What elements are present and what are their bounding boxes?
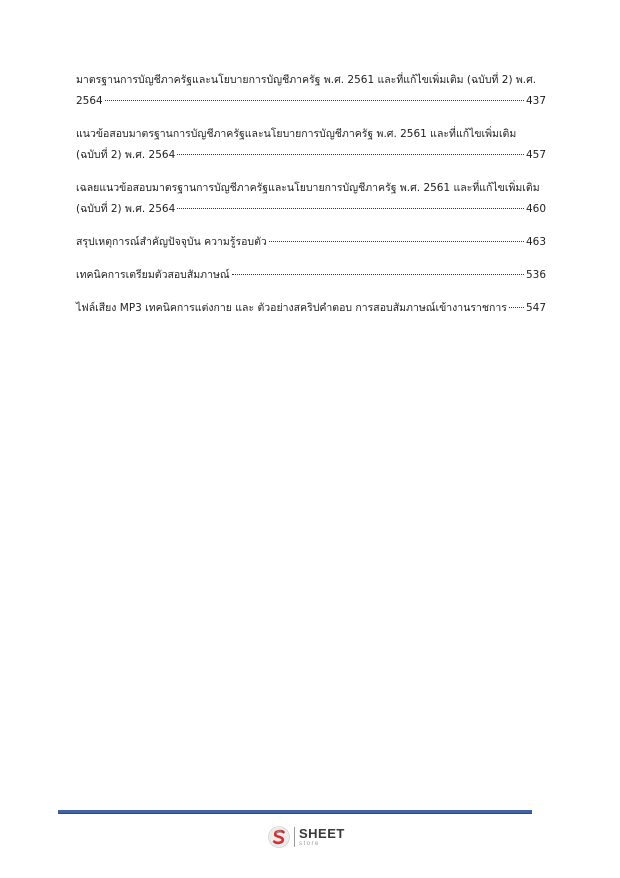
toc-entry-page: 536 [525,269,546,281]
dot-leader [105,100,524,101]
toc-entry-page: 460 [525,203,546,215]
logo-main-text: SHEET [299,826,345,841]
toc-entry [76,265,546,286]
toc-entry-page: 463 [525,236,546,248]
dot-leader [269,241,524,242]
toc-entry-title: ไฟล์เสียง MP3 เทคนิคการแต่งกาย และ ตัวอย่างสคริปคำตอบ การสอบสัมภาษณ์เข้างานราชการ [76,302,507,314]
toc-entry [76,124,546,166]
dot-leader [232,274,524,275]
toc-entry-title: แนวข้อสอบมาตรฐานการบัญชีภาครัฐและนโยบายการบัญชีภาครัฐ พ.ศ. 2561 และที่แก้ไขเพิ่มเติม [76,128,517,140]
toc-entry-leader [76,265,546,286]
toc-entry-title-cont: (ฉบับที่ 2) พ.ศ. 2564 [76,203,176,215]
toc-entry [76,70,546,112]
toc-entry [76,232,546,253]
toc-entry-title: สรุปเหตุการณ์สำคัญปัจจุบัน ความรู้รอบตัว [76,236,267,248]
toc-entry-leader [76,232,546,253]
toc-entry-leader [76,199,546,220]
logo-divider [294,827,295,847]
footer-rule [58,810,532,814]
toc-entry-page: 547 [525,302,546,314]
toc-entry-leader [76,145,546,166]
toc-entry-leader [76,91,546,112]
toc-entry-title-cont: (ฉบับที่ 2) พ.ศ. 2564 [76,149,176,161]
toc-entry-title: เทคนิคการเตรียมตัวสอบสัมภาษณ์ [76,269,230,281]
table-of-contents [76,70,546,331]
sheet-store-logo [268,824,358,850]
dot-leader [177,208,524,209]
toc-entry-leader [76,298,546,319]
dot-leader [177,154,524,155]
toc-entry-title: มาตรฐานการบัญชีภาครัฐและนโยบายการบัญชีภาครัฐ พ.ศ. 2561 และที่แก้ไขเพิ่มเติม (ฉบับที่ 2) พ.ศ. [76,74,537,86]
sheet-store-logo-icon [268,826,290,848]
toc-entry-title-cont: 2564 [76,95,103,107]
logo-wordmark [299,827,345,847]
toc-entry-page: 437 [525,95,546,107]
toc-entry-page: 457 [525,149,546,161]
toc-entry [76,298,546,319]
dot-leader [509,307,524,308]
toc-entry [76,178,546,220]
logo-sub-text: store [299,841,320,847]
toc-entry-title: เฉลยแนวข้อสอบมาตรฐานการบัญชีภาครัฐและนโยบายการบัญชีภาครัฐ พ.ศ. 2561 และที่แก้ไขเพิ่มเติม [76,182,540,194]
